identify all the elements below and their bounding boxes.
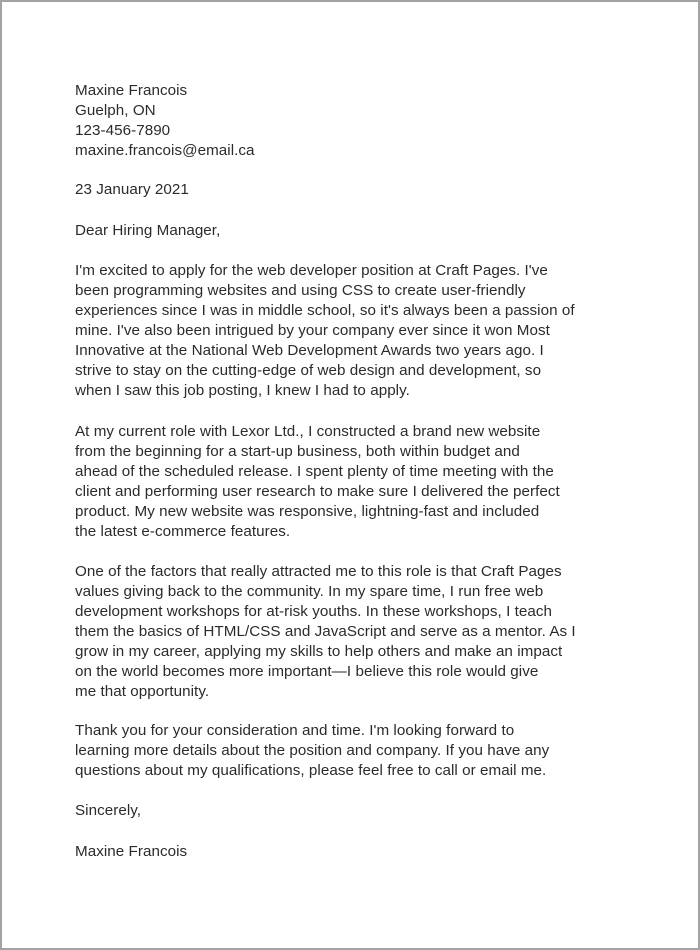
paragraph-line: I'm excited to apply for the web developer position at Craft Pages. I've (75, 262, 548, 279)
paragraph-line: At my current role with Lexor Ltd., I constructed a brand new website (75, 423, 541, 440)
date-text: 23 January 2021 (75, 181, 189, 198)
signature-name: Maxine Francois (75, 843, 188, 860)
paragraph-line: experiences since I was in middle school, so it's always been a passion of (75, 302, 575, 319)
paragraph-line: me that opportunity. (75, 683, 210, 700)
letter-content (75, 81, 675, 862)
paragraph-line: questions about my qualifications, please feel free to call or email me. (75, 762, 547, 779)
paragraph-line: when I saw this job posting, I knew I had to apply. (75, 382, 410, 399)
paragraph-community (75, 562, 675, 702)
paragraph-line: them the basics of HTML/CSS and JavaScript and serve as a mentor. As I (75, 623, 576, 640)
salutation (75, 221, 675, 241)
sender-address-block (75, 81, 675, 161)
paragraph-line: mine. I've also been intrigued by your company ever since it won Most (75, 322, 550, 339)
letter-date (75, 180, 675, 200)
complimentary-close (75, 801, 675, 821)
paragraph-line: strive to stay on the cutting-edge of web design and development, so (75, 362, 542, 379)
sender-phone: 123-456-7890 (75, 122, 171, 139)
paragraph-line: grow in my career, applying my skills to help others and make an impact (75, 643, 563, 660)
paragraph-line: development workshops for at-risk youths. In these workshops, I teach (75, 603, 553, 620)
sender-city: Guelph, ON (75, 102, 156, 119)
paragraph-experience (75, 422, 675, 542)
paragraph-line: values giving back to the community. In my spare time, I run free web (75, 583, 544, 600)
paragraph-line: ahead of the scheduled release. I spent plenty of time meeting with the (75, 463, 554, 480)
sender-name: Maxine Francois (75, 82, 188, 99)
paragraph-line: Thank you for your consideration and time. I'm looking forward to (75, 722, 515, 739)
sender-email: maxine.francois@email.ca (75, 142, 255, 159)
closing-text: Sincerely, (75, 802, 142, 819)
signature (75, 842, 675, 862)
paragraph-line: the latest e-commerce features. (75, 523, 291, 540)
paragraph-line: learning more details about the position and company. If you have any (75, 742, 550, 759)
paragraph-line: been programming websites and using CSS to create user-friendly (75, 282, 526, 299)
paragraph-line: product. My new website was responsive, lightning-fast and included (75, 503, 540, 520)
paragraph-closing (75, 721, 675, 781)
paragraph-line: Innovative at the National Web Development Awards two years ago. I (75, 342, 544, 359)
paragraph-intro (75, 261, 675, 401)
paragraph-line: client and performing user research to make sure I delivered the perfect (75, 483, 560, 500)
paragraph-line: One of the factors that really attracted me to this role is that Craft Pages (75, 563, 562, 580)
paragraph-line: on the world becomes more important—I believe this role would give (75, 663, 539, 680)
paragraph-line: from the beginning for a start-up business, both within budget and (75, 443, 520, 460)
salutation-text: Dear Hiring Manager, (75, 222, 221, 239)
